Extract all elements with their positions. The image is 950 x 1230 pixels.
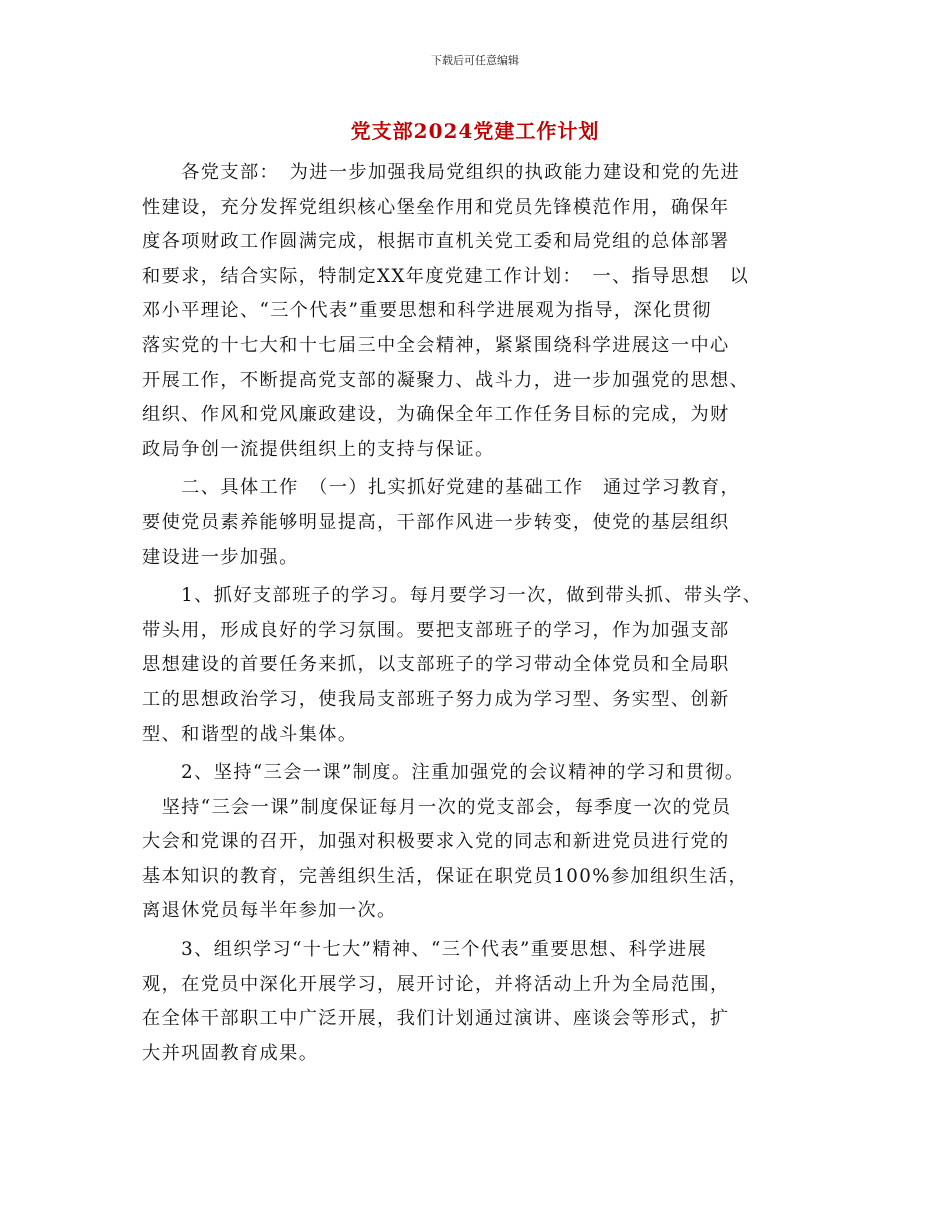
text-line: 2、坚持“三会一课”制度。注重加强党的会议精神的学习和贯彻。 bbox=[142, 762, 745, 784]
text-line: 二、具体工作 （一）扎实抓好党建的基础工作 通过学习教育， bbox=[142, 477, 741, 499]
text-line: 在全体干部职工中广泛开展，我们计划通过演讲、座谈会等形式，扩 bbox=[142, 1008, 730, 1030]
text-line: 政局争创一流提供组织上的支持与保证。 bbox=[142, 438, 495, 460]
text-line: 思想建设的首要任务来抓，以支部班子的学习带动全体党员和全局职 bbox=[142, 654, 730, 676]
text-line: 大并巩固教育成果。 bbox=[142, 1042, 319, 1064]
text-line: 建设进一步加强。 bbox=[142, 546, 299, 568]
text-line: 观，在党员中深化开展学习，展开讨论，并将活动上升为全局范围， bbox=[142, 973, 730, 995]
text-line: 落实党的十七大和十七届三中全会精神，紧紧围绕科学进展这一中心 bbox=[142, 334, 730, 356]
text-line: 邓小平理论、“三个代表”重要思想和科学进展观为指导，深化贯彻 bbox=[142, 300, 712, 322]
paragraph-item-3 bbox=[142, 933, 832, 1071]
text-line: 大会和党课的召开，加强对积极要求入党的同志和新进党员进行党的 bbox=[142, 831, 730, 853]
paragraph-intro bbox=[142, 156, 832, 467]
text-line: 3、组织学习“十七大”精神、“三个代表”重要思想、科学进展 bbox=[142, 939, 708, 961]
text-line: 组织、作风和党风廉政建设，为确保全年工作任务目标的完成，为财 bbox=[142, 404, 730, 426]
document-body bbox=[142, 156, 832, 1071]
document-title: 党支部2024党建工作计划 bbox=[350, 119, 600, 143]
text-line: 工的思想政治学习，使我局支部班子努力成为学习型、务实型、创新 bbox=[142, 688, 730, 710]
text-line: 型、和谐型的战斗集体。 bbox=[142, 723, 358, 745]
text-line: 要使党员素养能够明显提高，干部作风进一步转变，使党的基层组织 bbox=[142, 511, 730, 533]
text-line: 1、抓好支部班子的学习。每月要学习一次，做到带头抓、带头学、 bbox=[142, 585, 763, 607]
text-line: 离退休党员每半年参加一次。 bbox=[142, 900, 397, 922]
text-line: 各党支部： 为进一步加强我局党组织的执政能力建设和党的先进 bbox=[142, 162, 741, 183]
paragraph-specific-work bbox=[142, 471, 832, 575]
text-line: 坚持“三会一课”制度保证每月一次的党支部会，每季度一次的党员 bbox=[142, 796, 732, 818]
text-line: 度各项财政工作圆满完成，根据市直机关党工委和局党组的总体部署 bbox=[142, 231, 730, 253]
header-note: 下载后可任意编辑 bbox=[431, 54, 519, 67]
text-line: 基本知识的教育，完善组织生活，保证在职党员100%参加组织生活， bbox=[142, 865, 749, 887]
text-line: 和要求，结合实际，特制定XX年度党建工作计划： 一、指导思想 以 bbox=[142, 265, 750, 287]
paragraph-item-2 bbox=[142, 756, 832, 929]
paragraph-item-1 bbox=[142, 579, 832, 752]
text-line: 带头用，形成良好的学习氛围。要把支部班子的学习，作为加强支部 bbox=[142, 619, 730, 641]
text-line: 开展工作，不断提高党支部的凝聚力、战斗力，进一步加强党的思想、 bbox=[142, 369, 750, 391]
text-line: 性建设，充分发挥党组织核心堡垒作用和党员先锋模范作用，确保年 bbox=[142, 196, 730, 218]
